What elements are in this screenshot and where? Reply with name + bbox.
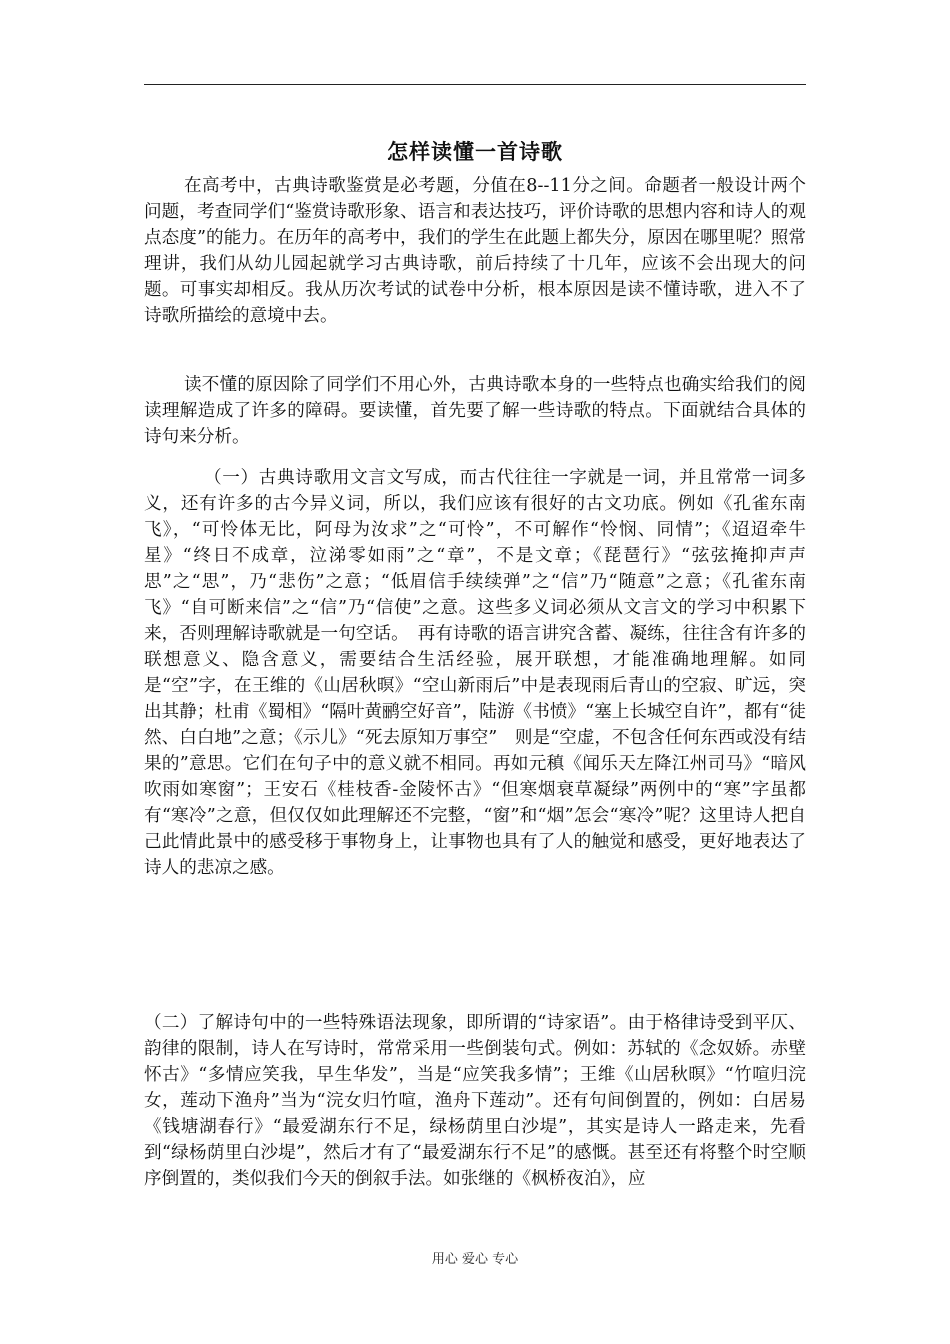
body-paragraph-section-one: （一）古典诗歌用文言文写成，而古代往往一字就是一词，并且常常一词多义，还有许多的古今异义词，所以，我们应该有很好的古文功底。例如《孔雀东南飞》，“可怜体无比，阿母为汝求”之“可怜”，不可解作“怜悯、同情”；《迢迢牵牛星》“终日不成章，泣涕零如雨”之“章”，不是文章；《琵琶行》“弦弦掩抑声声思”之“思”，乃“悲伤”之意；“低眉信手续续弹”之“信”乃“随意”之意；《孔雀东南飞》“自可断来信”之“信”乃“信使”之意。这些多义词必须从文言文的学习中积累下来，否则理解诗歌就是一句空话。 再有诗歌的语言讲究含蓄、凝练，往往含有许多的联想意义、隐含意义，需要结合生活经验，展开联想，才能准确地理解。如同是“空”字，在王维的《山居秋暝》“空山新雨后”中是表现雨后青山的空寂、旷远，突出其静；杜甫《蜀相》“隔叶黄鹂空好音”，陆游《书愤》“塞上长城空自许”，都有“徒然、白白地”之意；《示儿》“死去原知万事空” 则是“空虚，不包含任何东西或没有结果的”意思。它们在句子中的意义就不相同。再如元稹《闻乐天左降江州司马》“暗风吹雨如寒窗”；王安石《桂枝香-金陵怀古》“但寒烟衰草凝绿”两例中的“寒”字虽都有“寒冷”之意，但仅仅如此理解还不完整，“窗”和“烟”怎会“寒冷”呢？这里诗人把自己此情此景中的感受移于事物身上，让事物也具有了人的触觉和感受，更好地表达了诗人的悲凉之感。 <box>144 468 806 878</box>
body-paragraph-reasons: 读不懂的原因除了同学们不用心外，古典诗歌本身的一些特点也确实给我们的阅读理解造成了许多的障碍。要读懂，首先要了解一些诗歌的特点。下面就结合具体的诗句来分析。 <box>144 375 806 447</box>
page-title: 怎样读懂一首诗歌 <box>387 139 563 165</box>
body-paragraph-intro: 在高考中，古典诗歌鉴赏是必考题，分值在8--11分之间。命题者一般设计两个问题，考查同学们“鉴赏诗歌形象、语言和表达技巧，评价诗歌的思想内容和诗人的观点态度”的能力。在历年的高考中，我们的学生在此题上都失分，原因在哪里呢？照常理讲，我们从幼儿园起就学习古典诗歌，前后持续了十几年，应该不会出现大的问题。可事实却相反。我从历次考试的试卷中分析，根本原因是读不懂诗歌，进入不了诗歌所描绘的意境中去。 <box>144 176 806 326</box>
page-footer: 用心 爱心 专心 <box>431 1252 519 1267</box>
header-rule <box>144 84 806 85</box>
body-paragraph-section-two: （二）了解诗句中的一些特殊语法现象，即所谓的“诗家语”。由于格律诗受到平仄、韵律的限制，诗人在写诗时，常常采用一些倒装句式。例如：苏轼的《念奴娇。赤壁怀古》“多情应笑我，早生华发”，当是“应笑我多情”；王维《山居秋暝》“竹喧归浣女，莲动下渔舟”当为“浣女归竹喧，渔舟下莲动”。还有句间倒置的，例如：白居易《钱塘湖春行》“最爱湖东行不足，绿杨荫里白沙堤”，其实是诗人一路走来，先看到“绿杨荫里白沙堤”，然后才有了“最爱湖东行不足”的感慨。甚至还有将整个时空顺序倒置的，类似我们今天的倒叙手法。如张继的《枫桥夜泊》，应 <box>144 1013 806 1189</box>
